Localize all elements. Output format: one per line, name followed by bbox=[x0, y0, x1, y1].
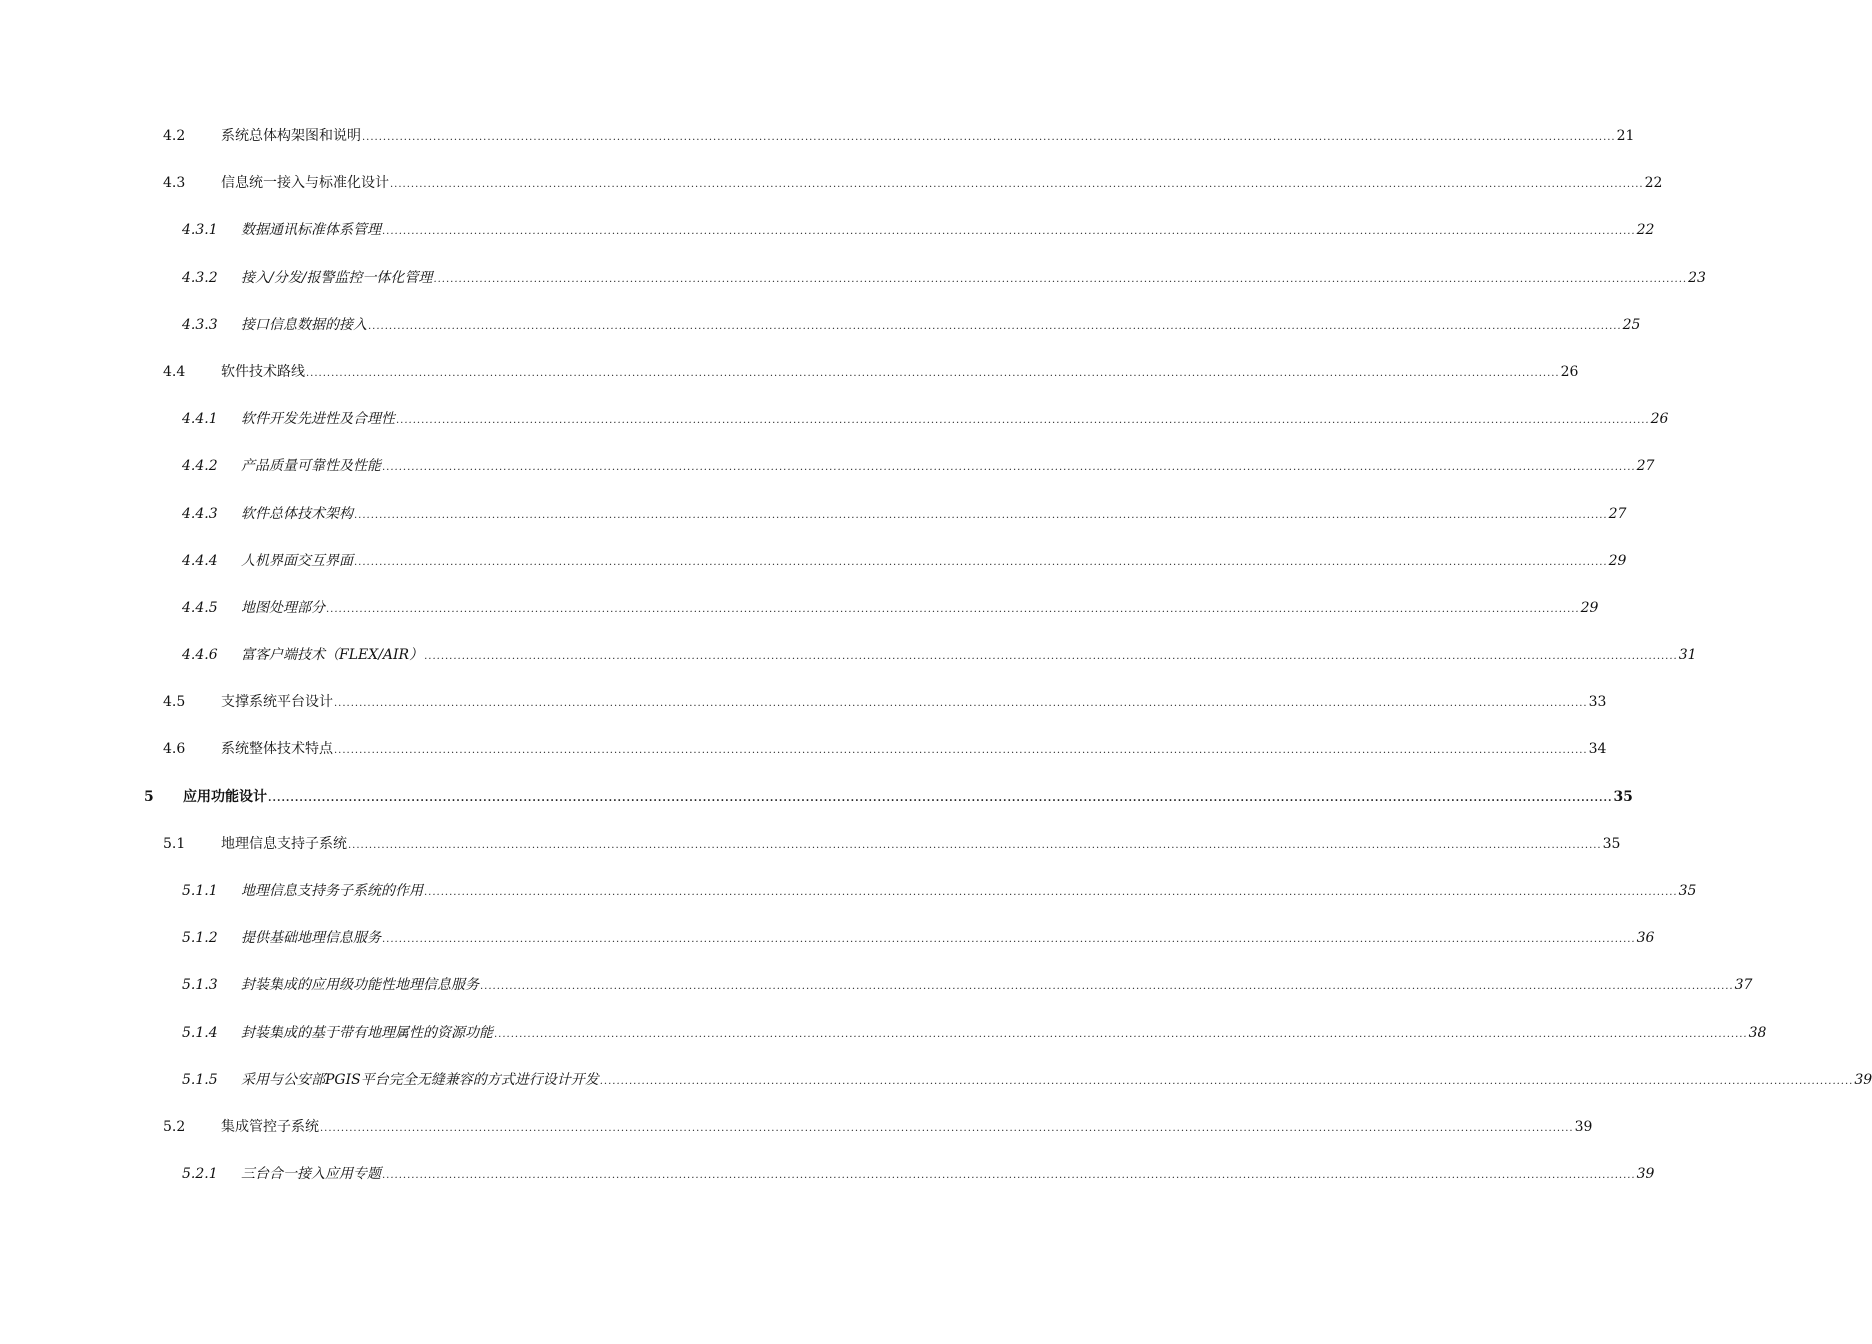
toc-number: 5.1.5 bbox=[182, 1071, 218, 1088]
toc-number: 4.3.1 bbox=[182, 222, 218, 239]
dot-leader: ............................................................................................................................................................................................................................................................................................................ bbox=[306, 367, 1560, 379]
toc-page-number: 35 bbox=[1613, 788, 1633, 805]
dot-leader: ............................................................................................................................................................................................................................................................................................................ bbox=[320, 1122, 1574, 1134]
toc-title: 封装集成的应用级功能性地理信息服务 bbox=[241, 977, 479, 994]
toc-title: 系统整体技术特点 bbox=[221, 741, 333, 758]
toc-entry-5-1-5[interactable] bbox=[0, 1057, 1872, 1104]
toc-number: 4.3.2 bbox=[182, 269, 218, 286]
toc-number: 4.4.4 bbox=[182, 552, 218, 569]
toc-entry-4-6[interactable] bbox=[0, 726, 1607, 773]
toc-title: 信息统一接入与标准化设计 bbox=[221, 175, 389, 192]
dot-leader: ............................................................................................................................................................................................................................................................................................................ bbox=[424, 887, 1678, 898]
toc-page-number: 29 bbox=[1580, 599, 1599, 616]
toc-number: 4.4.5 bbox=[182, 599, 218, 616]
toc-title: 提供基础地理信息服务 bbox=[241, 930, 381, 947]
toc-number: 5.1.1 bbox=[182, 883, 218, 899]
toc-title: 地图处理部分 bbox=[241, 599, 325, 616]
dot-leader: ............................................................................................................................................................................................................................................................................................................ bbox=[382, 1170, 1636, 1182]
toc-entry-4-4-1[interactable] bbox=[0, 396, 1669, 443]
toc-title: 软件开发先进性及合理性 bbox=[241, 411, 395, 428]
toc-title: 应用功能设计 bbox=[183, 788, 267, 805]
dot-leader: ............................................................................................................................................................................................................................................................................................................ bbox=[326, 603, 1580, 615]
toc-number: 4.4.1 bbox=[182, 411, 218, 428]
toc-page-number: 35 bbox=[1678, 883, 1697, 899]
toc-number: 4.2 bbox=[163, 128, 186, 144]
toc-page-number: 27 bbox=[1608, 505, 1627, 522]
toc-entry-4-4[interactable] bbox=[0, 349, 1579, 396]
toc-entry-4-4-6[interactable] bbox=[0, 632, 1697, 679]
toc-page-number: 36 bbox=[1636, 930, 1655, 947]
dot-leader: ............................................................................................................................................................................................................................................................................................................ bbox=[382, 934, 1636, 946]
toc-entry-5-1-4[interactable] bbox=[0, 1010, 1767, 1057]
dot-leader: ............................................................................................................................................................................................................................................................................................................ bbox=[334, 698, 1588, 710]
dot-leader: ............................................................................................................................................................................................................................................................................................................ bbox=[390, 179, 1644, 191]
dot-leader: ............................................................................................................................................................................................................................................................................................................ bbox=[424, 651, 1678, 663]
toc-page-number: 22 bbox=[1636, 222, 1655, 239]
toc-page-number: 29 bbox=[1608, 552, 1627, 569]
toc-entry-4-3-1[interactable] bbox=[0, 207, 1655, 254]
toc-page-number: 27 bbox=[1636, 458, 1655, 475]
toc-title: 支撑系统平台设计 bbox=[221, 694, 333, 711]
toc-number: 5.2 bbox=[163, 1118, 186, 1135]
dot-leader: ............................................................................................................................................................................................................................................................................................................ bbox=[480, 981, 1734, 993]
toc-page-number: 33 bbox=[1588, 694, 1607, 711]
toc-page-number: 39 bbox=[1574, 1118, 1593, 1135]
toc-page-number: 35 bbox=[1602, 835, 1621, 852]
toc-title: 地理信息支持务子系统的作用 bbox=[241, 883, 423, 899]
toc-title: 人机界面交互界面 bbox=[241, 552, 353, 569]
toc-number: 4.4.2 bbox=[182, 458, 218, 475]
toc-page-number: 21 bbox=[1616, 128, 1635, 144]
toc-title: 数据通讯标准体系管理 bbox=[241, 222, 381, 239]
toc-entry-5-2-1[interactable] bbox=[0, 1151, 1655, 1198]
toc-number: 4.3 bbox=[163, 175, 186, 192]
dot-leader: ............................................................................................................................................................................................................................................................................................................ bbox=[354, 556, 1608, 568]
toc-page-number: 23 bbox=[1688, 269, 1706, 286]
toc-number: 5.1.3 bbox=[182, 977, 218, 994]
toc-entry-4-4-2[interactable] bbox=[0, 443, 1655, 490]
toc-number: 5.1 bbox=[163, 835, 186, 852]
toc-title: 采用与公安部PGIS平台完全无缝兼容的方式进行设计开发 bbox=[241, 1071, 599, 1088]
dot-leader: ............................................................................................................................................................................................................................................................................................................ bbox=[268, 792, 1613, 804]
toc-title: 集成管控子系统 bbox=[221, 1118, 319, 1135]
dot-leader: ............................................................................................................................................................................................................................................................................................................ bbox=[599, 1075, 1854, 1087]
toc-entry-4-3-3[interactable] bbox=[0, 302, 1641, 349]
toc-number: 4.4.6 bbox=[182, 647, 218, 664]
toc-number: 5.1.4 bbox=[182, 1024, 218, 1041]
dot-leader: ............................................................................................................................................................................................................................................................................................................ bbox=[368, 320, 1622, 332]
dot-leader: ............................................................................................................................................................................................................................................................................................................ bbox=[382, 462, 1636, 474]
toc-number: 4.3.3 bbox=[182, 316, 218, 333]
toc-title: 封装集成的基于带有地理属性的资源功能 bbox=[241, 1024, 493, 1041]
toc-number: 5 bbox=[144, 788, 154, 805]
toc-title: 接入/分发/报警监控一体化管理 bbox=[241, 269, 433, 286]
toc-page-number: 38 bbox=[1748, 1024, 1767, 1041]
toc-title: 软件总体技术架构 bbox=[241, 505, 353, 522]
toc-entry-5-1[interactable] bbox=[0, 821, 1621, 868]
toc-entry-5-1-2[interactable] bbox=[0, 915, 1655, 962]
dot-leader: ............................................................................................................................................................................................................................................................................................................ bbox=[494, 1028, 1748, 1040]
toc-page-number: 39 bbox=[1636, 1166, 1655, 1183]
toc-page-number: 26 bbox=[1560, 363, 1579, 380]
toc-title: 三台合一接入应用专题 bbox=[241, 1166, 381, 1183]
toc-entry-5-1-1[interactable] bbox=[0, 868, 1697, 915]
toc-page-number: 34 bbox=[1588, 741, 1607, 758]
toc-page-number: 22 bbox=[1644, 175, 1663, 192]
toc-number: 5.1.2 bbox=[182, 930, 218, 947]
toc-number: 4.5 bbox=[163, 694, 186, 711]
toc-entry-4-4-3[interactable] bbox=[0, 491, 1627, 538]
toc-title: 地理信息支持子系统 bbox=[221, 835, 347, 852]
toc-number: 5.2.1 bbox=[182, 1166, 218, 1183]
toc-page-number: 26 bbox=[1650, 411, 1669, 428]
toc-page-number: 39 bbox=[1854, 1071, 1872, 1088]
dot-leader: ............................................................................................................................................................................................................................................................................................................ bbox=[354, 509, 1608, 521]
toc-page-number: 25 bbox=[1622, 316, 1641, 333]
toc-number: 4.4 bbox=[163, 363, 186, 380]
toc-entry-5-2[interactable] bbox=[0, 1104, 1593, 1151]
toc-entry-4-3-2[interactable] bbox=[0, 255, 1706, 302]
table-of-contents bbox=[0, 113, 1872, 1198]
toc-entry-4-2[interactable] bbox=[0, 113, 1635, 160]
toc-page-number: 37 bbox=[1734, 977, 1753, 994]
dot-leader: ............................................................................................................................................................................................................................................................................................................ bbox=[334, 745, 1588, 757]
toc-title: 产品质量可靠性及性能 bbox=[241, 458, 381, 475]
dot-leader: ............................................................................................................................................................................................................................................................................................................ bbox=[348, 839, 1602, 851]
toc-entry-4-5[interactable] bbox=[0, 679, 1607, 726]
dot-leader: ............................................................................................................................................................................................................................................................................................................ bbox=[433, 273, 1688, 285]
toc-entry-5-1-3[interactable] bbox=[0, 962, 1753, 1009]
toc-number: 4.4.3 bbox=[182, 505, 218, 522]
toc-page-number: 31 bbox=[1678, 647, 1697, 664]
toc-title: 软件技术路线 bbox=[221, 363, 305, 380]
toc-entry-4-4-5[interactable] bbox=[0, 585, 1599, 632]
toc-entry-5[interactable] bbox=[0, 774, 1633, 821]
dot-leader: ............................................................................................................................................................................................................................................................................................................ bbox=[382, 226, 1636, 238]
toc-title: 富客户端技术（FLEX/AIR） bbox=[241, 647, 424, 664]
toc-number: 4.6 bbox=[163, 741, 186, 758]
dot-leader: ............................................................................................................................................................................................................................................................................................................ bbox=[396, 415, 1650, 427]
dot-leader: ............................................................................................................................................................................................................................................................................................................ bbox=[362, 132, 1616, 143]
toc-title: 系统总体构架图和说明 bbox=[221, 128, 361, 144]
toc-entry-4-4-4[interactable] bbox=[0, 538, 1627, 585]
toc-title: 接口信息数据的接入 bbox=[241, 316, 367, 333]
toc-entry-4-3[interactable] bbox=[0, 160, 1663, 207]
